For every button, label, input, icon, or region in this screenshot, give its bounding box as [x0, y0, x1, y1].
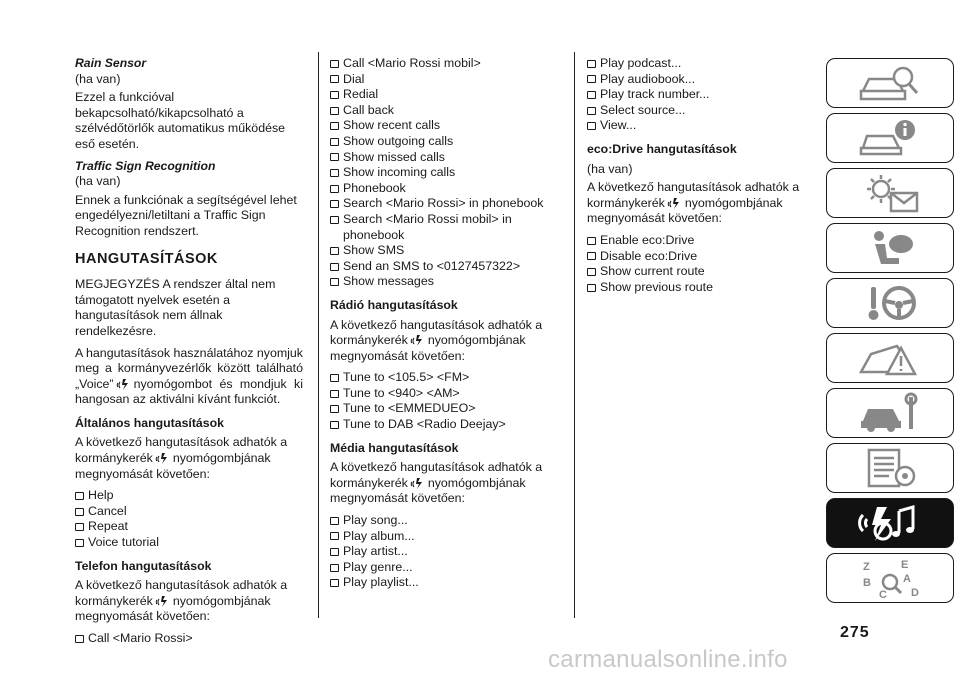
bullet-icon [330, 532, 339, 540]
bullet-icon [587, 107, 596, 115]
multimedia-icon [857, 501, 923, 545]
list-item-label: Show missed calls [343, 149, 445, 164]
phone-intro-a: A következő hangutasítások adhatók a kormánykerék [75, 578, 288, 608]
alphabet-index-icon [857, 556, 923, 600]
list-item [330, 72, 562, 88]
list-item [587, 280, 807, 296]
index-letter: Z [863, 561, 870, 573]
tab-service[interactable] [826, 388, 954, 438]
tab-airbag[interactable] [826, 223, 954, 273]
list-item [330, 165, 562, 181]
list-item-label: Show incoming calls [343, 165, 456, 180]
lights-mail-icon [857, 171, 923, 215]
media-intro-a: A következő hangutasítások adhatók a kormánykerék [330, 460, 543, 490]
column-2 [330, 56, 562, 593]
bullet-icon [330, 405, 339, 413]
bullet-icon [330, 107, 339, 115]
media-commands-title: Média hangutasítások [330, 440, 459, 455]
list-item-label: Tune to <EMMEDUEO> [343, 401, 476, 416]
airbag-icon [857, 226, 923, 270]
list-item [75, 519, 303, 535]
bullet-icon [330, 60, 339, 68]
list-item-label: Show previous route [600, 279, 713, 294]
usage-text [75, 346, 303, 408]
tab-car-info[interactable] [826, 113, 954, 163]
tab-index[interactable] [826, 553, 954, 603]
list-item-label: Play track number... [600, 87, 710, 102]
chapter-sidebar [826, 58, 956, 608]
bullet-icon [75, 492, 84, 500]
bullet-icon [330, 185, 339, 193]
bullet-icon [330, 517, 339, 525]
list-item [330, 513, 562, 529]
list-item [330, 544, 562, 560]
bullet-icon [330, 91, 339, 99]
list-item [330, 259, 562, 275]
index-letter: E [901, 559, 909, 571]
voice-icon [155, 594, 171, 608]
phone-intro-b: nyomógombjának megnyomását követően: [75, 593, 271, 624]
list-item-label: Play playlist... [343, 575, 419, 590]
column-1 [75, 56, 303, 649]
car-info-icon [857, 116, 923, 160]
list-item [330, 575, 562, 591]
list-item-label: Tune to DAB <Radio Deejay> [343, 417, 506, 432]
list-item-label: Send an SMS to <0127457322> [343, 258, 521, 273]
bullet-icon [330, 169, 339, 177]
bullet-icon [330, 247, 339, 255]
tsr-title: Traffic Sign Recognition [75, 158, 216, 173]
car-wrench-icon [857, 391, 923, 435]
bullet-icon [330, 122, 339, 130]
list-item [330, 87, 562, 103]
list-item-label: Search <Mario Rossi> in phonebook [343, 196, 544, 211]
rain-sensor-title: Rain Sensor [75, 56, 147, 70]
language-note: MEGJEGYZÉS A rendszer által nem támogatott nyelvek esetén a hangutasítások nem állnak rendelkezésre. [75, 277, 276, 338]
list-item-label: Voice tutorial [88, 535, 159, 550]
list-item-label: Repeat [88, 519, 128, 534]
bullet-icon [330, 75, 339, 83]
usage-text-a: A hangutasítások használatához nyomjuk meg a kormányvezérlők között található „Voice” [75, 345, 303, 391]
list-item [330, 401, 562, 417]
specs-list-icon [857, 446, 923, 490]
list-item [330, 529, 562, 545]
list-item [75, 631, 303, 647]
general-commands-title: Általános hangutasítások [75, 415, 224, 430]
bullet-icon [587, 284, 596, 292]
eco-intro [587, 180, 807, 227]
column-divider [318, 52, 319, 618]
list-item-label: Call <Mario Rossi mobil> [343, 56, 481, 70]
voice-icon [410, 333, 426, 347]
list-item-label: Help [88, 488, 114, 503]
list-item [330, 118, 562, 134]
list-item-label: Play genre... [343, 559, 413, 574]
list-item-label: Show recent calls [343, 118, 441, 133]
list-item [330, 103, 562, 119]
bullet-icon [75, 523, 84, 531]
list-item-label: Call <Mario Rossi> [88, 631, 193, 645]
tab-multimedia[interactable] [826, 498, 954, 548]
bullet-icon [587, 91, 596, 99]
dashboard-search-icon [857, 61, 923, 105]
general-intro [75, 435, 303, 482]
radio-intro [330, 318, 562, 365]
index-letter: C [879, 589, 887, 600]
section-heading: HANGUTASÍTÁSOK [75, 250, 218, 267]
list-item-label: Show outgoing calls [343, 133, 454, 148]
eco-availability: (ha van) [587, 161, 633, 176]
general-intro-a: A következő hangutasítások adhatók a kormánykerék [75, 435, 288, 466]
media-commands-list [330, 513, 562, 591]
bullet-icon [330, 421, 339, 429]
radio-commands-title: Rádió hangutasítások [330, 297, 458, 312]
tab-dashboard[interactable] [826, 58, 954, 108]
list-item-label: Show messages [343, 274, 434, 289]
list-item [587, 249, 807, 265]
phone-commands-list [75, 631, 303, 647]
eco-commands-list [587, 233, 807, 295]
radio-intro-b: nyomógombjának megnyomását követően: [330, 333, 526, 363]
phone-intro [75, 578, 303, 625]
media-commands-list-cont [587, 56, 807, 134]
tsr-availability: (ha van) [75, 174, 121, 189]
tab-specs[interactable] [826, 443, 954, 493]
general-commands-list [75, 488, 303, 550]
rain-sensor-text: Ezzel a funkcióval bekapcsolható/kikapcsolható a szélvédőtörlők automatikus működése eső esetén. [75, 90, 286, 151]
list-item-label: Disable eco:Drive [600, 248, 698, 263]
bullet-icon [330, 216, 339, 224]
list-item [75, 488, 303, 504]
list-item-label: Tune to <105.5> <FM> [343, 370, 470, 385]
radio-commands-list [330, 370, 562, 432]
bullet-icon [587, 60, 596, 68]
list-item [587, 56, 807, 72]
bullet-icon [330, 374, 339, 382]
index-letter: A [903, 573, 911, 585]
list-item-label: Show SMS [343, 243, 405, 258]
list-item [330, 370, 562, 386]
bullet-icon [587, 268, 596, 276]
list-item [330, 560, 562, 576]
list-item-label: Enable eco:Drive [600, 232, 695, 247]
bullet-icon [330, 200, 339, 208]
tab-lights-mail[interactable] [826, 168, 954, 218]
phone-commands-title: Telefon hangutasítások [75, 558, 212, 573]
list-item [330, 150, 562, 166]
bullet-icon [75, 635, 84, 643]
list-item-label: Play artist... [343, 544, 408, 559]
voice-icon [116, 377, 132, 391]
bullet-icon [330, 579, 339, 587]
column-divider [574, 52, 575, 618]
page-number: 275 [840, 624, 870, 641]
list-item-label: Play song... [343, 513, 408, 528]
steering-wheel-icon [857, 281, 923, 325]
warning-car-icon [857, 336, 923, 380]
bullet-icon [587, 122, 596, 130]
list-item [75, 535, 303, 551]
general-intro-b: nyomógombjának megnyomását követően: [75, 451, 271, 481]
bullet-icon [587, 252, 596, 260]
list-item-label: Cancel [88, 503, 127, 518]
list-item [330, 196, 562, 212]
tsr-text: Ennek a funkciónak a segítségével lehet engedélyezni/letiltani a Traffic Sign Recognition rendszert. [75, 192, 297, 238]
eco-intro-b: nyomógombjának megnyomását követően: [587, 195, 783, 226]
list-item [330, 243, 562, 259]
list-item-label: Play audiobook... [600, 71, 696, 86]
radio-intro-a: A következő hangutasítások adhatók a kormánykerék [330, 317, 543, 348]
media-intro [330, 460, 562, 507]
voice-icon [667, 196, 683, 210]
rain-sensor-availability: (ha van) [75, 71, 121, 86]
list-item [587, 103, 807, 119]
list-item-label: Phonebook [343, 180, 406, 195]
bullet-icon [587, 75, 596, 83]
list-item [587, 118, 807, 134]
bullet-icon [75, 539, 84, 547]
bullet-icon [75, 508, 84, 516]
list-item [330, 56, 562, 72]
list-item [587, 87, 807, 103]
voice-icon [155, 451, 171, 465]
list-item [330, 181, 562, 197]
list-item-label: Dial [343, 71, 365, 86]
list-item [330, 417, 562, 433]
bullet-icon [330, 278, 339, 286]
list-item [587, 264, 807, 280]
list-item-label: Search <Mario Rossi mobil> in phonebook [343, 211, 512, 242]
eco-commands-title: eco:Drive hangutasítások [587, 141, 737, 156]
bullet-icon [330, 390, 339, 398]
bullet-icon [330, 564, 339, 572]
voice-icon [410, 476, 426, 490]
list-item-label: Select source... [600, 102, 686, 117]
list-item-label: Tune to <940> <AM> [343, 385, 460, 400]
list-item [75, 504, 303, 520]
index-letter: D [911, 587, 919, 599]
usage-text-b: nyomógombot és mondjuk ki hangosan az aktiválni kívánt funkciót. [75, 376, 303, 407]
watermark: carmanualsonline.info [548, 646, 788, 673]
list-item [587, 233, 807, 249]
index-letter: B [863, 577, 871, 589]
list-item-label: Redial [343, 87, 379, 102]
column-3 [587, 56, 807, 297]
list-item-label: Play podcast... [600, 56, 682, 70]
list-item [587, 72, 807, 88]
tab-warning[interactable] [826, 333, 954, 383]
bullet-icon [330, 153, 339, 161]
list-item [330, 134, 562, 150]
bullet-icon [330, 263, 339, 271]
list-item-label: View... [600, 118, 637, 133]
list-item [330, 274, 562, 290]
list-item [330, 386, 562, 402]
tab-steering[interactable] [826, 278, 954, 328]
bullet-icon [587, 237, 596, 245]
list-item [330, 212, 562, 243]
eco-intro-a: A következő hangutasítások adhatók a kormánykerék [587, 180, 800, 210]
phone-commands-list-cont [330, 56, 562, 290]
media-intro-b: nyomógombjának megnyomását követően: [330, 475, 526, 506]
list-item-label: Show current route [600, 264, 705, 279]
list-item-label: Play album... [343, 528, 415, 543]
bullet-icon [330, 548, 339, 556]
list-item-label: Call back [343, 102, 394, 117]
bullet-icon [330, 138, 339, 146]
